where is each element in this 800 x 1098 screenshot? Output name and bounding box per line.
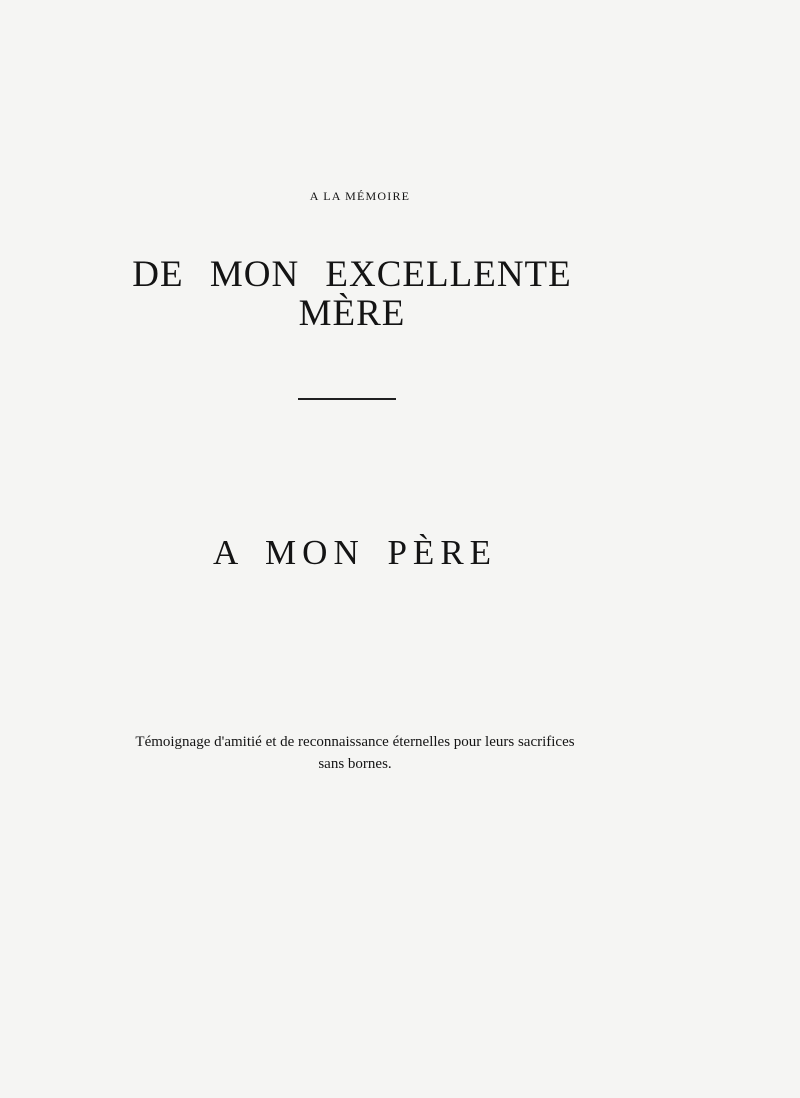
mother-dedication-title: DE MON EXCELLENTE MÈRE (132, 254, 572, 334)
father-dedication-title: A MON PÈRE (212, 533, 498, 572)
memorial-heading: A LA MÉMOIRE (309, 189, 411, 203)
dedication-text (82, 731, 628, 775)
section-divider (298, 398, 396, 400)
dedication-text-line-1: Témoignage d'amitié et de reconnaissance éternelles pour leurs sacrifices (135, 734, 575, 750)
dedication-text-line-2: sans bornes. (318, 756, 392, 772)
